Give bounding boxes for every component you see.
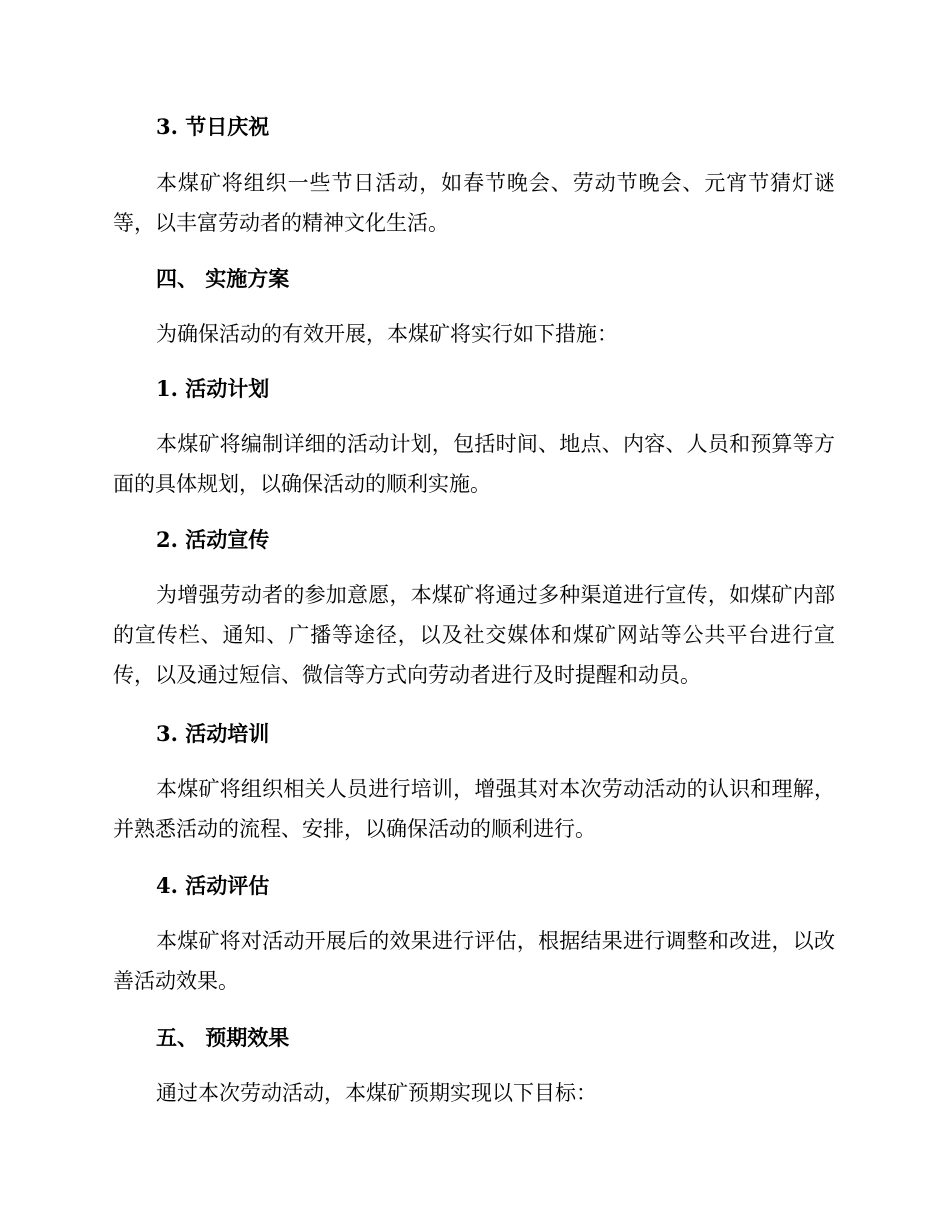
- chapter-heading: 四、 实施方案: [156, 266, 290, 291]
- section-heading: 2. 活动宣传: [156, 527, 270, 552]
- section-heading: 3. 活动培训: [156, 721, 270, 746]
- body-paragraph: 为增强劳动者的参加意愿，本煤矿将通过多种渠道进行宣传，如煤矿内部的宣传栏、通知、广播等途径，以及社交媒体和煤矿网站等公共平台进行宣传，以及通过短信、微信等方式向劳动者进行及时提醒和动员。: [113, 583, 835, 687]
- body-paragraph: 本煤矿将对活动开展后的效果进行评估，根据结果进行调整和改进，以改善活动效果。: [113, 929, 835, 993]
- section-heading: 3. 节日庆祝: [156, 114, 270, 139]
- section-heading: 4. 活动评估: [156, 873, 270, 898]
- body-paragraph: 本煤矿将组织相关人员进行培训，增强其对本次劳动活动的认识和理解，并熟悉活动的流程、安排，以确保活动的顺利进行。: [113, 777, 835, 841]
- body-paragraph: 本煤矿将组织一些节日活动，如春节晚会、劳动节晚会、元宵节猜灯谜等，以丰富劳动者的精神文化生活。: [113, 171, 835, 235]
- body-paragraph: 为确保活动的有效开展，本煤矿将实行如下措施：: [156, 322, 618, 346]
- section-heading: 1. 活动计划: [156, 376, 270, 401]
- body-paragraph: 通过本次劳动活动，本煤矿预期实现以下目标：: [156, 1081, 597, 1105]
- chapter-heading: 五、 预期效果: [156, 1025, 290, 1050]
- body-paragraph: 本煤矿将编制详细的活动计划，包括时间、地点、内容、人员和预算等方面的具体规划，以确保活动的顺利实施。: [113, 432, 835, 496]
